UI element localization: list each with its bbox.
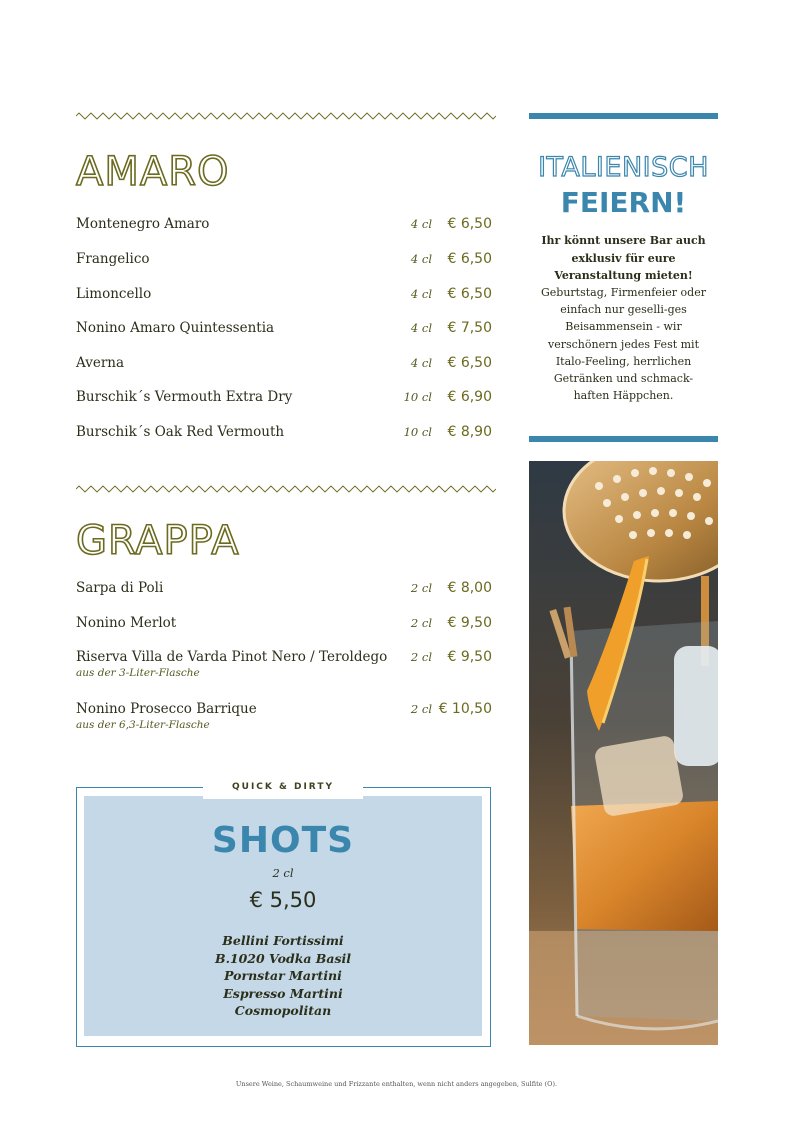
menu-item (76, 355, 492, 375)
item-volume: 2 cl (410, 581, 432, 595)
item-volume: 4 cl (410, 356, 432, 370)
item-price: € 6,50 (447, 216, 492, 232)
item-name: Sarpa di Poli (76, 580, 164, 596)
item-volume: 4 cl (410, 321, 432, 335)
item-volume: 10 cl (403, 390, 432, 404)
sidebar-title-line1: ITALIENISCH (538, 152, 709, 183)
menu-item (76, 615, 492, 635)
cocktail-photo (529, 461, 718, 1045)
menu-item (76, 216, 492, 236)
item-price: € 10,50 (438, 701, 492, 717)
cocktail-illustration (529, 461, 718, 1045)
amaro-title: AMARO (76, 149, 230, 195)
item-name: Frangelico (76, 251, 150, 267)
item-name: Montenegro Amaro (76, 216, 210, 232)
menu-item (76, 424, 492, 444)
menu-item (76, 580, 492, 600)
shots-item: Pornstar Martini (224, 968, 342, 983)
item-name: Limoncello (76, 286, 152, 302)
item-price: € 8,00 (447, 580, 492, 596)
menu-item (76, 389, 492, 409)
item-volume: 2 cl (410, 702, 432, 716)
shots-item: Cosmopolitan (234, 1003, 332, 1018)
shots-item: Espresso Martini (223, 985, 343, 1001)
shots-title: SHOTS (211, 820, 355, 861)
shots-price: € 5,50 (249, 888, 317, 912)
item-volume: 2 cl (410, 650, 432, 664)
wavy-divider (76, 112, 496, 120)
menu-item (76, 286, 492, 306)
item-name: Burschik´s Vermouth Extra Dry (76, 389, 293, 405)
shots-item: Bellini Fortissimi (222, 933, 344, 948)
shots-list (84, 932, 482, 1020)
sidebar-bottom-bar (529, 436, 718, 442)
item-name: Nonino Merlot (76, 615, 177, 631)
item-name: Nonino Prosecco Barrique (76, 701, 257, 717)
menu-item (76, 649, 492, 679)
shots-item: B.1020 Vodka Basil (215, 950, 351, 966)
item-volume: 4 cl (410, 252, 432, 266)
sidebar-top-bar (529, 113, 718, 119)
menu-item (76, 320, 492, 340)
item-price: € 6,90 (447, 389, 492, 405)
footer-note: Unsere Weine, Schaumweine und Frizzante enthalten, wenn nicht anders angegeben, Sulfite (O). (235, 1080, 558, 1088)
item-name: Nonino Amaro Quintessentia (76, 320, 275, 336)
item-price: € 7,50 (447, 320, 492, 336)
menu-item (76, 251, 492, 271)
sidebar-title-line2: FEIERN! (560, 186, 687, 219)
item-volume: 4 cl (410, 217, 432, 231)
item-price: € 6,50 (447, 355, 492, 371)
item-price: € 9,50 (447, 649, 492, 665)
item-volume: 2 cl (410, 616, 432, 630)
item-price: € 8,90 (447, 424, 492, 440)
wavy-divider (76, 485, 496, 493)
item-note: aus der 6,3-Liter-Flasche (76, 719, 210, 731)
item-name: Riserva Villa de Varda Pinot Nero / Teroldego (76, 649, 388, 665)
shots-tab-label: QUICK & DIRTY (203, 777, 363, 799)
shots-volume: 2 cl (272, 866, 294, 880)
item-note: aus der 3-Liter-Flasche (76, 667, 200, 679)
item-price: € 9,50 (447, 615, 492, 631)
item-name: Averna (76, 355, 125, 371)
item-volume: 4 cl (410, 287, 432, 301)
item-volume: 10 cl (403, 425, 432, 439)
item-price: € 6,50 (447, 251, 492, 267)
sidebar-body: Geburtstag, Firmenfeier oder einfach nur geselli-ges Beisammensein - wir verschönern jedes Fest mit Italo-Feeling, herrlichen Getränken und schmack-haften Häppchen. (541, 286, 706, 403)
sidebar-lead: Ihr könnt unsere Bar auch exklusiv für eure Veranstaltung mieten! (541, 234, 706, 282)
item-name: Burschik´s Oak Red Vermouth (76, 424, 285, 440)
item-price: € 6,50 (447, 286, 492, 302)
menu-item (76, 701, 492, 731)
grappa-title: GRAPPA (76, 518, 240, 564)
